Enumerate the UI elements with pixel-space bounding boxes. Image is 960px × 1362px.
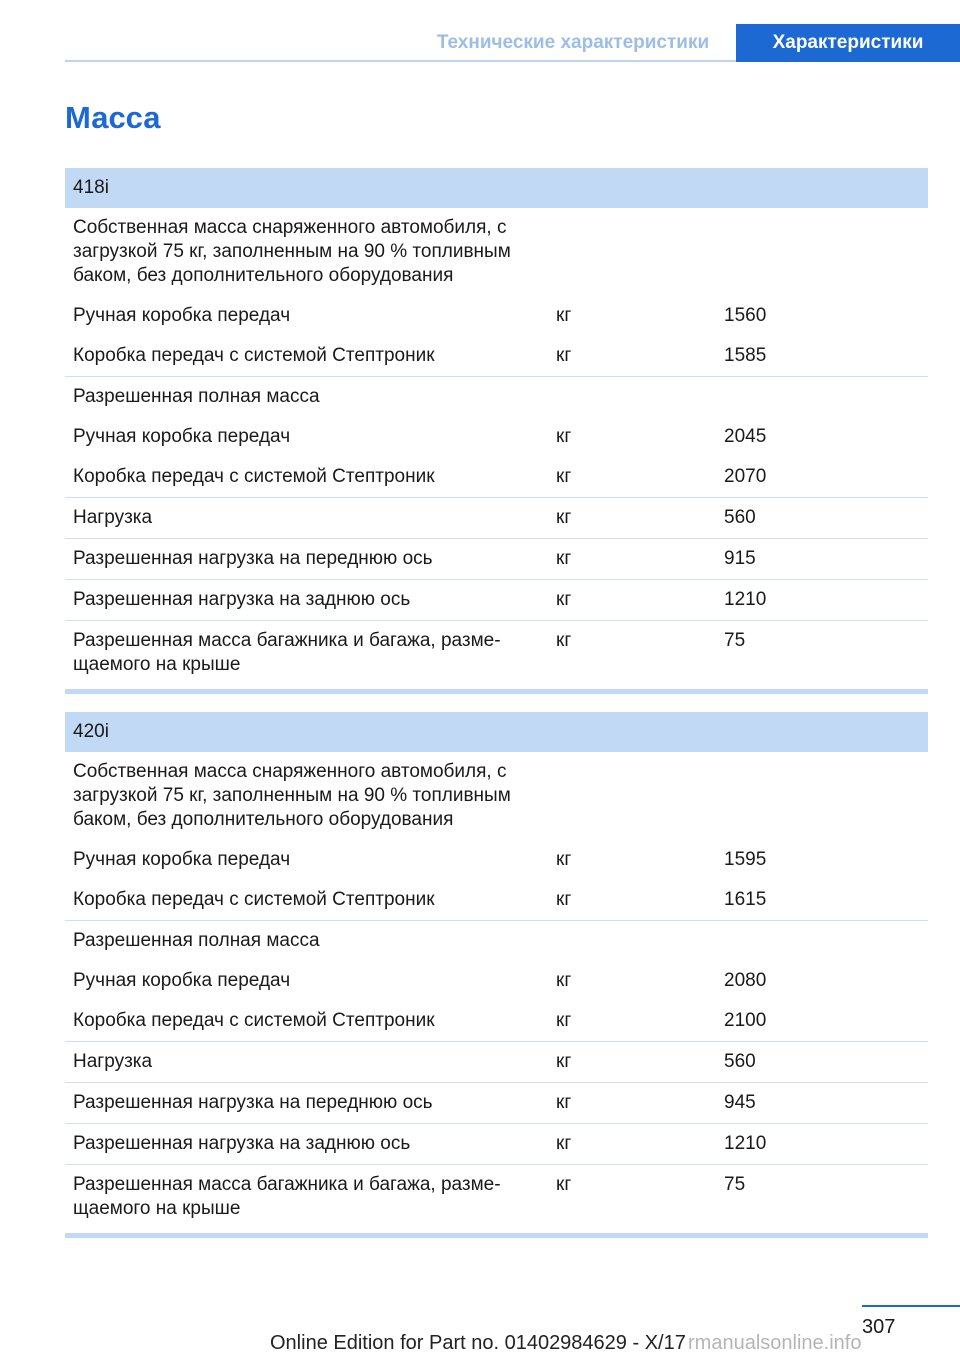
row-value: 2080 [724,970,767,991]
row-value: 1585 [716,336,928,377]
page-title: Масса [65,100,161,135]
row-label: Ручная коробка передач [73,849,291,870]
row-label: Разрешенная масса багажника и багажа, разме-щаемого на крыше [65,621,548,692]
spec-table-418i [65,168,928,694]
table-row [65,377,928,418]
row-label: Ручная коробка передач [73,305,291,326]
row-unit: кг [548,498,716,539]
table-row [65,417,928,457]
row-label: Нагрузка [65,498,548,539]
row-unit: кг [548,336,716,377]
table-row [65,1165,928,1236]
table-row [65,208,928,296]
table-row [65,1124,928,1165]
row-value: 560 [716,1042,928,1083]
row-value: 560 [716,498,928,539]
row-label: Собственная масса снаряженного автомобиля, с загрузкой 75 кг, заполненным на 90 % топливным баком, без дополнительного оборудования [73,217,511,286]
row-unit: кг [548,1124,716,1165]
row-unit: кг [548,621,716,692]
table-row [65,580,928,621]
footer-rule [862,1305,960,1307]
spec-table-420i [65,712,928,1238]
row-unit: кг [548,1001,716,1042]
row-unit [548,752,716,840]
row-label: Разрешенная масса багажника и багажа, разме-щаемого на крыше [65,1165,548,1236]
row-label: Коробка передач с системой Стептроник [65,457,548,498]
row-value: 1615 [716,880,928,921]
row-value: 1595 [724,849,767,870]
row-unit: кг [556,305,572,326]
table-row [65,1083,928,1124]
row-label: Разрешенная нагрузка на заднюю ось [65,1124,548,1165]
table-row [65,498,928,539]
row-value: 1210 [716,580,928,621]
row-unit: кг [548,580,716,621]
row-unit: кг [548,457,716,498]
row-unit: кг [548,1083,716,1124]
table-row [65,1042,928,1083]
row-value: 2045 [724,426,767,447]
table-row [65,336,928,377]
footer-edition: Online Edition for Part no. 01402984629 - X/17 [270,1332,686,1354]
header-section-tab[interactable]: Технические характеристики [436,32,710,53]
row-unit: кг [548,1042,716,1083]
row-unit: кг [548,539,716,580]
row-unit [548,208,716,296]
table-row [65,539,928,580]
row-unit: кг [548,1165,716,1236]
row-unit: кг [556,849,572,870]
table-row [65,961,928,1001]
row-label: Ручная коробка передач [73,426,291,447]
table-row [65,296,928,336]
row-value: 915 [716,539,928,580]
table-row [65,457,928,498]
row-value: 2070 [716,457,928,498]
row-value: 75 [716,621,928,692]
row-unit: кг [548,880,716,921]
row-unit [548,377,716,418]
row-value: 1210 [716,1124,928,1165]
row-unit [548,921,716,962]
row-label: Коробка передач с системой Стептроник [65,880,548,921]
table-row [65,621,928,692]
row-label: Собственная масса снаряженного автомобиля, с загрузкой 75 кг, заполненным на 90 % топливным баком, без дополнительного оборудования [73,761,511,830]
row-unit: кг [556,426,572,447]
row-label: Разрешенная полная масса [73,930,320,951]
row-value [716,921,928,962]
row-unit: кг [556,970,572,991]
row-label: Разрешенная нагрузка на заднюю ось [65,580,548,621]
row-value [716,208,928,296]
row-label: Коробка передач с системой Стептроник [65,1001,548,1042]
row-label: Коробка передач с системой Стептроник [65,336,548,377]
table-row [65,752,928,840]
table-row [65,921,928,962]
row-label: Ручная коробка передач [73,970,291,991]
row-value: 2100 [716,1001,928,1042]
page-number: 307 [862,1316,896,1338]
table-row [65,880,928,921]
row-value: 75 [716,1165,928,1236]
footer-watermark: rmanualsonline.info [688,1332,862,1354]
row-label: Нагрузка [65,1042,548,1083]
table-row [65,840,928,880]
row-value [716,377,928,418]
table-model-header: 418i [65,168,928,208]
row-value: 945 [716,1083,928,1124]
row-label: Разрешенная нагрузка на переднюю ось [65,1083,548,1124]
row-label: Разрешенная полная масса [73,386,320,407]
table-row [65,1001,928,1042]
header-chapter-tab[interactable]: Характеристики [736,24,960,62]
table-model-header: 420i [65,712,928,752]
row-value: 1560 [724,305,767,326]
row-label: Разрешенная нагрузка на переднюю ось [65,539,548,580]
row-value [716,752,928,840]
